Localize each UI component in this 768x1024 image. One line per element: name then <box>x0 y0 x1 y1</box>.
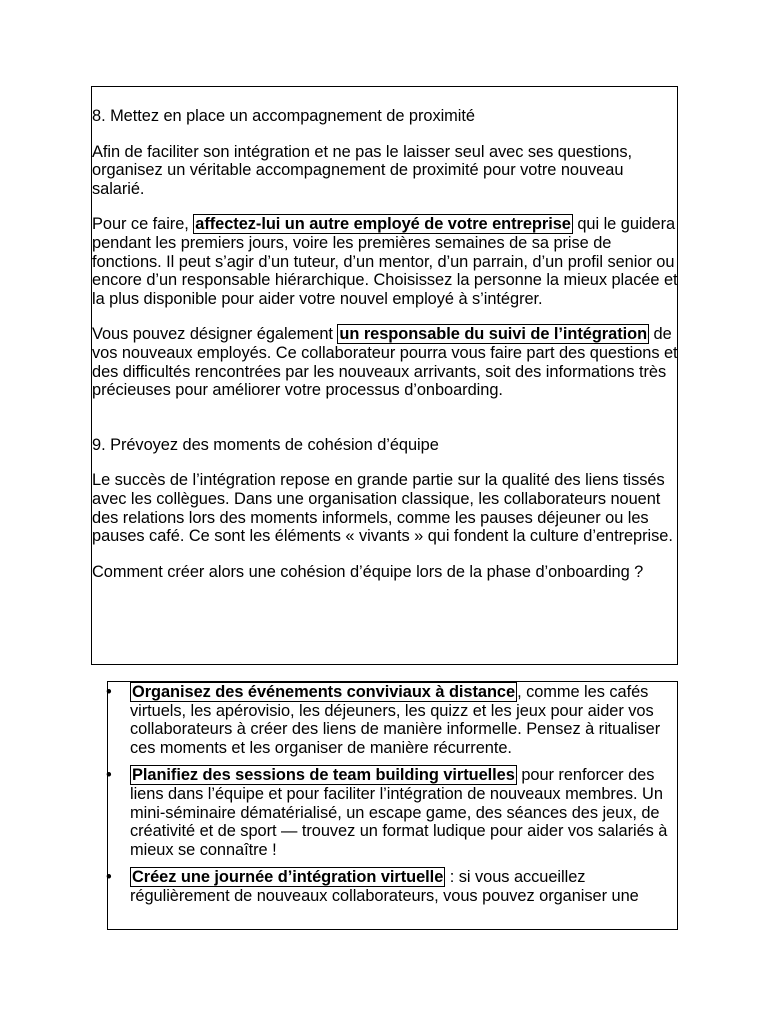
paragraph-text: Pour ce faire, <box>92 215 194 234</box>
bullet-list <box>108 683 678 915</box>
highlighted-phrase: affectez-lui un autre employé de votre entreprise <box>195 215 571 234</box>
paragraph-text: de vos nouveaux employés. Ce collaborateur pourra vous faire part des questions et des difficultés rencontrées par les nouveaux arrivants, soit des informations très précieuses pour améliorer votre processus d’onboarding. <box>92 325 678 400</box>
text-frame-bottom <box>107 681 678 930</box>
section-8-heading: 8. Mettez en place un accompagnement de proximité <box>92 107 475 125</box>
section-9-heading: 9. Prévoyez des moments de cohésion d’équipe <box>92 435 439 454</box>
paragraph-text: Vous pouvez désigner également <box>92 325 338 344</box>
list-item <box>108 868 678 905</box>
bullet-icon: • <box>106 683 112 701</box>
list-item-text: pour renforcer des liens dans l’équipe et pour faciliter l’intégration de nouveaux membres. Un mini-séminaire dématérialisé, un escape game, des séances des jeux, de créativité et de sport — trouvez un format ludique pour aider vos salariés à mieux se connaître ! <box>130 766 668 859</box>
bullet-icon: • <box>106 868 112 887</box>
list-item-text: : si vous accueillez régulièrement de nouveaux collaborateurs, vous pouvez organiser une <box>130 868 639 905</box>
section-8-paragraph-3 <box>92 325 678 399</box>
list-item <box>108 766 678 859</box>
text-frame-top <box>91 86 678 665</box>
section-8-paragraph-1: Afin de faciliter son intégration et ne pas le laisser seul avec ses questions, organisez un véritable accompagnement de proximité pour votre nouveau salarié. <box>92 142 632 198</box>
section-8-paragraph-2 <box>92 215 678 308</box>
list-item-highlight: Planifiez des sessions de team building virtuelles <box>132 766 515 785</box>
highlighted-phrase: un responsable du suivi de l’intégration <box>339 325 648 344</box>
list-item-highlight: Créez une journée d’intégration virtuelle <box>132 868 444 887</box>
text-body-top <box>92 107 678 581</box>
section-9-paragraph-2: Comment créer alors une cohésion d’équipe lors de la phase d’onboarding ? <box>92 562 644 581</box>
list-item-highlight: Organisez des événements conviviaux à distance <box>132 683 516 701</box>
section-9-paragraph-1: Le succès de l’intégration repose en grande partie sur la qualité des liens tissés avec les collègues. Dans une organisation classique, les collaborateurs nouent des relations lors des moments informels, comme les pauses déjeuner ou les pauses café. Ce sont les éléments « vivants » qui fondent la culture d’entreprise. <box>92 471 673 546</box>
paragraph-text: qui le guidera pendant les premiers jours, voire les premières semaines de sa prise de fonctions. Il peut s’agir d’un tuteur, d’un mentor, d’un parrain, d’un profil senior ou encore d’un responsable hiérarchique. Choisissez la personne la mieux placée et la plus disponible pour aider votre nouvel employé à s’intégrer. <box>92 215 678 308</box>
bullet-icon: • <box>106 766 112 785</box>
list-item <box>108 683 678 757</box>
list-item-text: , comme les cafés virtuels, les apérovisio, les déjeuners, les quizz et les jeux pour aider vos collaborateurs à créer des liens de manière informelle. Pensez à ritualiser ces moments et les organiser de manière récurrente. <box>130 683 661 757</box>
